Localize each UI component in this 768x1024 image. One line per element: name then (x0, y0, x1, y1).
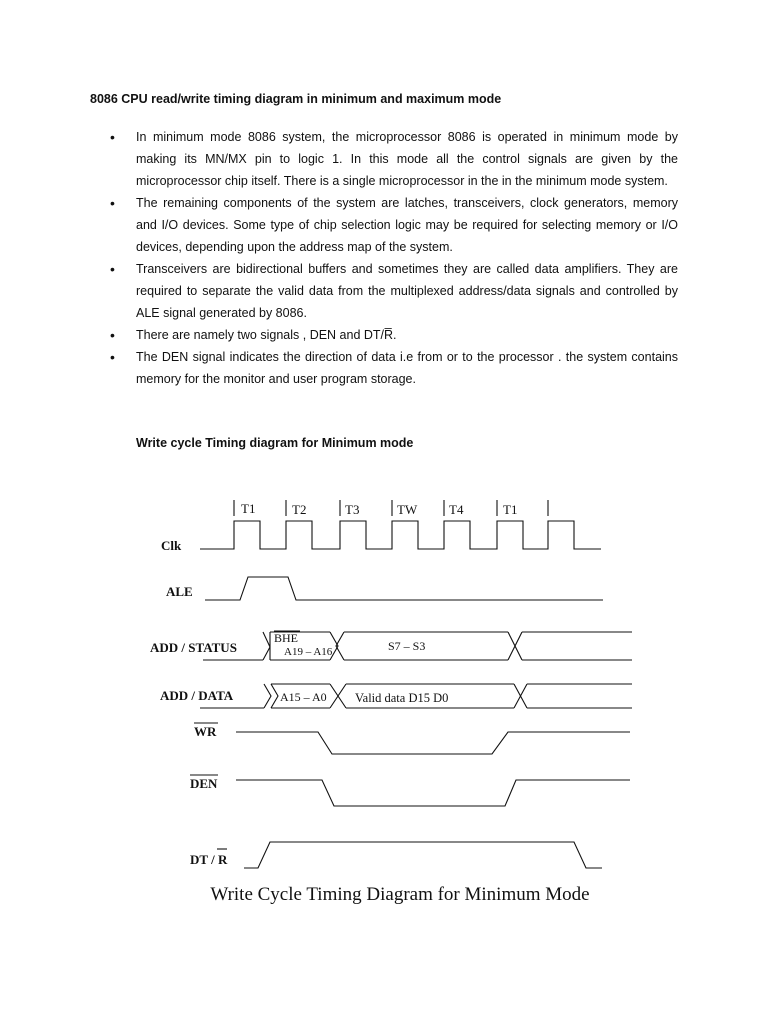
clk-waveform (200, 521, 601, 549)
t-state-label: TW (397, 502, 418, 517)
addr-high-label: A19 – A16 (284, 646, 333, 658)
section-subheading: Write cycle Timing diagram for Minimum mode (136, 436, 414, 450)
ale-waveform (205, 577, 603, 600)
t-state-label: T1 (503, 502, 518, 517)
ale-label: ALE (166, 584, 193, 599)
add-data-label: ADD / DATA (160, 688, 234, 703)
bullet-item: • The DEN signal indicates the direction of data i.e from or to the processor . the system contains memory for the monitor and user program storage. (110, 346, 678, 390)
bullet-item: • Transceivers are bidirectional buffers and sometimes they are called data amplifiers. They are required to separate the valid data from the multiplexed address/data signals and controlled by ALE signal generated by 8086. (110, 258, 678, 324)
add-status-label: ADD / STATUS (150, 640, 237, 655)
wr-waveform (236, 732, 630, 754)
t-state-label: T1 (241, 501, 256, 516)
bullet-list (110, 126, 678, 390)
den-label: DEN (190, 776, 218, 791)
valid-data-label: Valid data D15 D0 (355, 691, 449, 705)
dtr-waveform (244, 842, 602, 868)
t-state-markers (234, 500, 548, 516)
bhe-label: BHE (274, 631, 298, 645)
dtr-suffix: R (217, 852, 228, 867)
dtr-label (190, 852, 228, 867)
t-state-label: T3 (345, 502, 360, 517)
den-waveform (236, 780, 630, 806)
addr-low-label: A15 – A0 (280, 690, 327, 704)
t-state-label: T2 (292, 502, 307, 517)
timing-diagram (0, 480, 768, 880)
document-heading: 8086 CPU read/write timing diagram in minimum and maximum mode (90, 92, 502, 106)
diagram-caption: Write Cycle Timing Diagram for Minimum Mode (210, 884, 590, 905)
bullet-item: • The remaining components of the system are latches, transceivers, clock generators, memory and I/O devices. Some type of chip selection logic may be required for selecting memory or I/O devices, depending upon the address map of the system. (110, 192, 678, 258)
bullet-item: • In minimum mode 8086 system, the microprocessor 8086 is operated in minimum mode by making its MN/MX pin to logic 1. In this mode all the control signals are given by the microprocessor chip itself. There is a single microprocessor in the in the minimum mode system. (110, 126, 678, 192)
clk-label: Clk (161, 538, 182, 553)
t-state-label: T4 (449, 502, 464, 517)
bullet-item: • There are namely two signals , DEN and DT/R̅. (110, 324, 678, 346)
dtr-prefix: DT / (190, 852, 218, 867)
status-bits-label: S7 – S3 (388, 639, 426, 653)
wr-label: WR (194, 724, 217, 739)
